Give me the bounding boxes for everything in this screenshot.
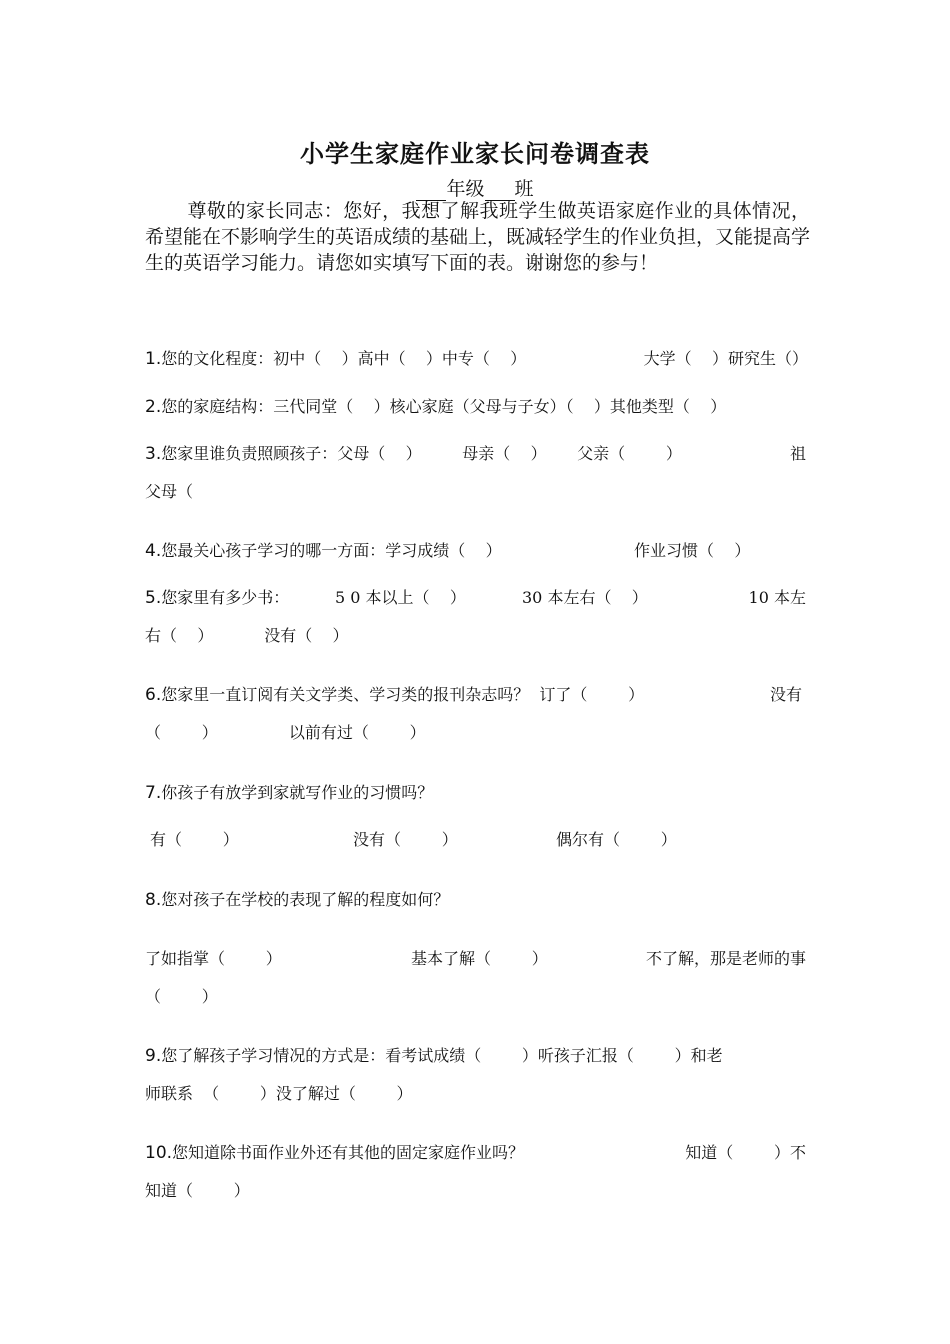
question-number: 7.	[145, 783, 162, 803]
question-9	[145, 1043, 723, 1066]
question-number: 5.	[145, 588, 162, 608]
question-number: 2.	[145, 397, 162, 417]
page-title: 小学生家庭作业家长问卷调查表	[300, 139, 650, 168]
question-number: 3.	[145, 444, 162, 464]
question-3-tail: 祖	[789, 444, 806, 463]
question-4-tail: 作业习惯（ ）	[634, 541, 751, 560]
question-8-option-1: 了如指掌（ ）	[145, 949, 282, 968]
question-text: 您家里谁负责照顾孩子：父母（ ） 母亲（ ） 父亲（ ）	[161, 444, 682, 463]
question-6	[145, 682, 644, 705]
question-7-option-1: 有（ ）	[150, 830, 239, 849]
intro-text: 尊敬的家长同志：您好，我想了解我班学生做英语家庭作业的具体情况，希望能在不影响学生的英语成绩的基础上，既减轻学生的作业负担，又能提高学生的英语学习能力。请您如实填写下面的表。谢谢您的参与！	[145, 200, 811, 274]
question-6-tail: 没有	[769, 685, 802, 704]
question-text: 您了解孩子学习情况的方式是：看考试成绩（ ）听孩子汇报（ ）和老	[161, 1046, 723, 1065]
question-9-line2: 师联系 （ ）没了解过（ ）	[145, 1084, 413, 1103]
question-7	[145, 780, 433, 803]
question-5	[145, 585, 289, 608]
question-text: 您的家庭结构：三代同堂（ ）核心家庭（父母与子女）（ ）其他类型（ ）	[161, 397, 727, 416]
question-text: 您的文化程度：初中（ ）高中（ ）中专（ ）	[161, 349, 527, 368]
question-1-tail: 大学（ ）研究生（）	[643, 349, 808, 368]
question-3	[145, 441, 682, 464]
question-number: 1.	[145, 349, 162, 369]
question-10	[145, 1140, 524, 1163]
question-number: 10.	[145, 1143, 173, 1163]
question-1	[145, 346, 526, 369]
question-text: 您最关心孩子学习的哪一方面：学习成绩（ ）	[161, 541, 502, 560]
question-text: 您对孩子在学校的表现了解的程度如何？	[161, 890, 450, 909]
question-7-option-2: 没有（ ）	[353, 830, 458, 849]
question-6-line2: （ ） 以前有过（ ）	[145, 723, 426, 742]
question-text: 您知道除书面作业外还有其他的固定家庭作业吗？	[172, 1143, 525, 1162]
question-2	[145, 394, 726, 417]
question-number: 9.	[145, 1046, 162, 1066]
question-number: 4.	[145, 541, 162, 561]
question-number: 8.	[145, 890, 162, 910]
question-7-option-3: 偶尔有（ ）	[556, 830, 677, 849]
question-text: 你孩子有放学到家就写作业的习惯吗？	[161, 783, 434, 802]
question-3-line2: 父母（	[145, 482, 194, 501]
question-text: 您家里一直订阅有关文学类、学习类的报刊杂志吗？ 订了（ ）	[161, 685, 645, 704]
question-5-line2: 右（ ） 没有（ ）	[145, 626, 349, 645]
intro-paragraph	[145, 198, 810, 276]
question-number: 6.	[145, 685, 162, 705]
question-text: 您家里有多少书：	[161, 588, 290, 607]
question-5-tail: 10 本左	[748, 588, 806, 607]
question-5-option-1: 5 0 本以上（ ）	[335, 588, 466, 607]
question-5-option-2: 30 本左右（ ）	[522, 588, 648, 607]
question-10-line2: 知道（ ）	[145, 1181, 250, 1200]
question-10-tail: 知道（ ）不	[685, 1143, 806, 1162]
question-8-line2: （ ）	[145, 987, 218, 1006]
question-8-option-2: 基本了解（ ）	[411, 949, 548, 968]
grade-class-line	[0, 174, 950, 201]
question-8-option-3: 不了解，那是老师的事	[645, 949, 806, 968]
class-label: 班	[514, 178, 534, 200]
question-4	[145, 538, 502, 561]
grade-label: 年级	[446, 178, 485, 200]
question-8	[145, 887, 449, 910]
